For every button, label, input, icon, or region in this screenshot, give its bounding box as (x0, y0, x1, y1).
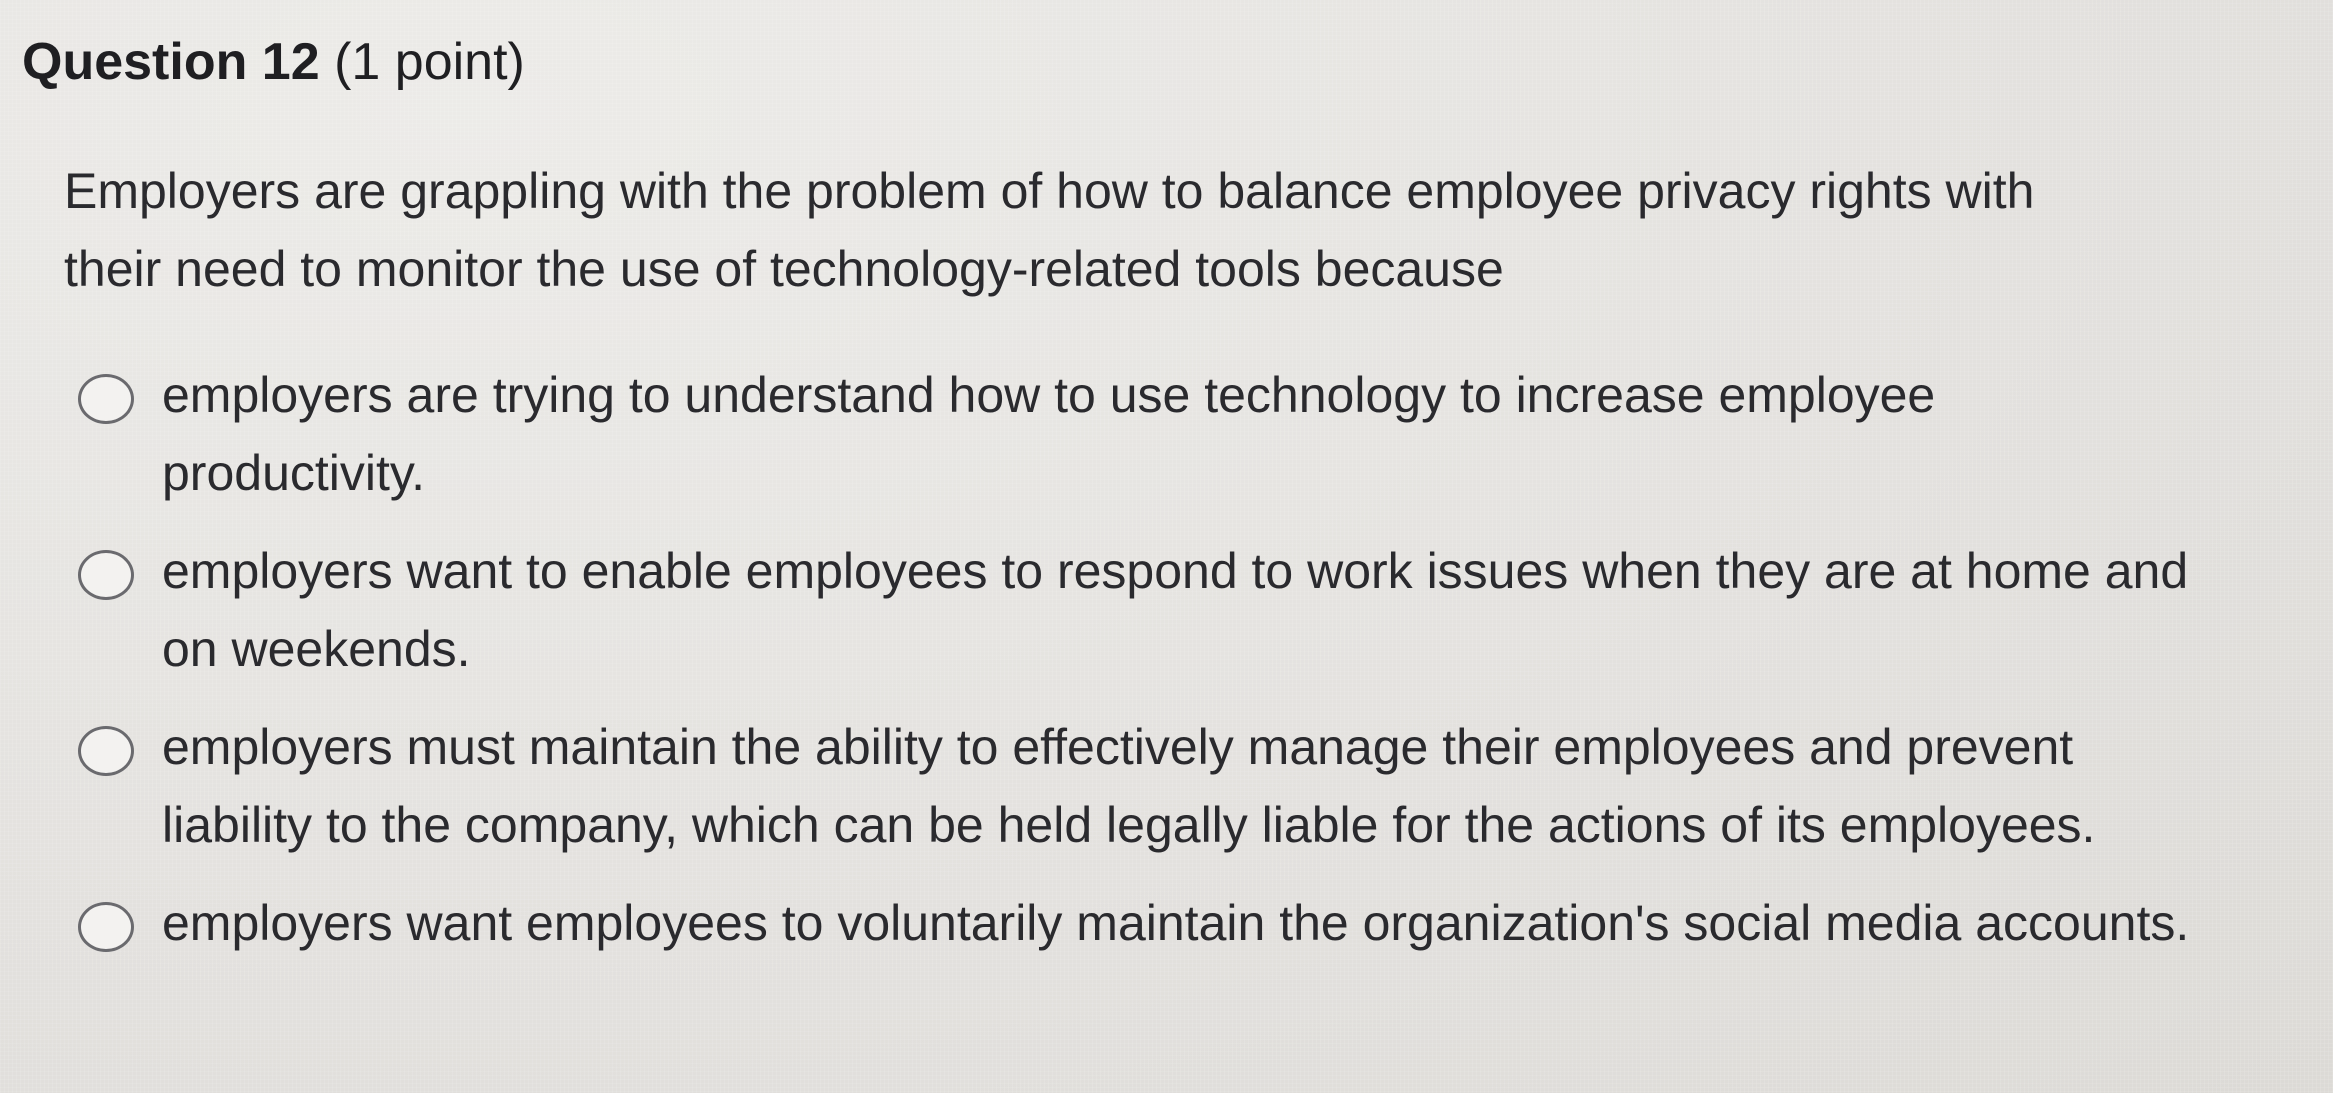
question-number: Question 12 (22, 33, 320, 91)
radio-button-1[interactable] (78, 374, 134, 424)
answer-option-3[interactable] (70, 708, 2210, 864)
radio-button-2[interactable] (78, 550, 134, 600)
radio-button-4[interactable] (78, 902, 134, 952)
answer-option-4[interactable] (70, 884, 2210, 962)
answer-option-label: employers want to enable employees to respond to work issues when they are at home and on weekends. (162, 543, 2189, 677)
answer-options (70, 356, 2210, 982)
answer-option-1[interactable] (70, 356, 2210, 512)
answer-option-label: employers are trying to understand how to use technology to increase employee productivity. (162, 367, 1936, 501)
answer-option-label: employers must maintain the ability to effectively manage their employees and prevent liability to the company, which can be held legally liable for the actions of its employees. (162, 719, 2096, 853)
question-prompt: Employers are grappling with the problem of how to balance employee privacy rights with their need to monitor the use of technology-related tools because (64, 163, 2035, 297)
question-header (22, 30, 525, 94)
radio-button-3[interactable] (78, 726, 134, 776)
answer-option-label: employers want employees to voluntarily maintain the organization's social media accounts. (162, 895, 2190, 951)
question-points: (1 point) (334, 33, 525, 91)
answer-option-2[interactable] (70, 532, 2210, 688)
